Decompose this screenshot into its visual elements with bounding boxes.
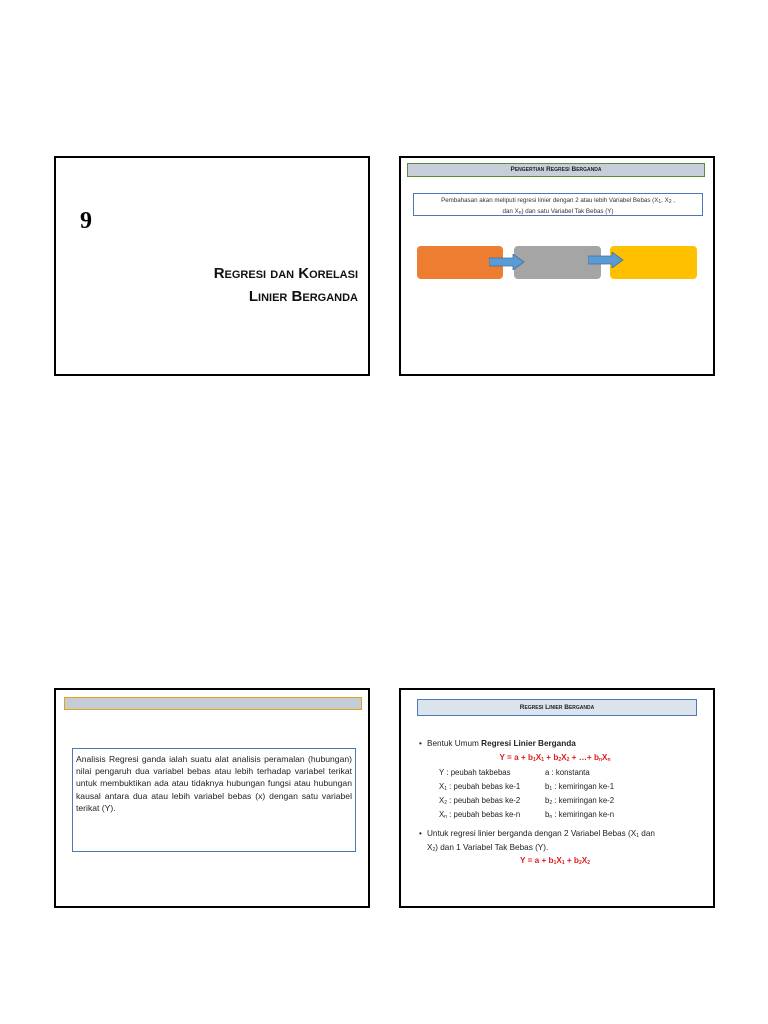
slide-title bbox=[54, 156, 370, 376]
def-sub: 1 bbox=[444, 786, 447, 792]
bullet-text: ) dan 1 Variabel Tak Bebas (Y). bbox=[435, 843, 549, 852]
definitions-left bbox=[439, 767, 520, 823]
def-sub: 2 bbox=[549, 800, 553, 806]
def-text: : peubah bebas ke-n bbox=[446, 810, 521, 819]
info-sub: 1 bbox=[658, 199, 662, 205]
def-text: : peubah bebas ke-2 bbox=[446, 796, 521, 805]
def-symbol: X bbox=[439, 810, 445, 819]
slide-title-text bbox=[214, 262, 358, 308]
definition-item bbox=[545, 809, 614, 823]
info-text: dan X bbox=[502, 208, 519, 215]
bullet-sub: 2 bbox=[432, 847, 436, 853]
def-text: : kemiringan ke-1 bbox=[552, 782, 615, 791]
formula-sub: 1 bbox=[541, 757, 544, 763]
bullet-text: Bentuk Umum bbox=[427, 739, 482, 748]
info-text: ) dan satu Variabel Tak Bebas (Y) bbox=[521, 208, 614, 215]
slide-header-bar bbox=[64, 697, 362, 710]
title-line-1: Regresi dan Korelasi bbox=[213, 265, 358, 282]
bullet-text: Untuk regresi linier berganda dengan 2 Variabel Bebas (X bbox=[427, 829, 637, 838]
slide-regresi-linier bbox=[399, 688, 715, 908]
bullet-sub: 1 bbox=[636, 833, 639, 839]
title-line-2: Linier Berganda bbox=[248, 288, 358, 305]
def-text: : kemiringan ke-n bbox=[552, 810, 615, 819]
def-text: : kemiringan ke-2 bbox=[552, 796, 615, 805]
bullet-text: dan bbox=[639, 829, 655, 838]
formula-part: X bbox=[581, 856, 588, 865]
slide-analisis bbox=[54, 688, 370, 908]
formula-part: X bbox=[535, 753, 542, 762]
slide-header: Regresi Linier Berganda bbox=[417, 699, 697, 716]
formula-general bbox=[445, 753, 665, 763]
formula-part: Y = a + b bbox=[520, 856, 554, 865]
definition-paragraph: Analisis Regresi ganda ialah suatu alat analisis peramalan (hubungan) nilai pengaruh dua variabel bebas atau lebih terhadap variabel terikat untuk membuktikan ada atau tidaknya hubungan fungsi atau hubungan kausal antara dua atau lebih variabel bebas (x) dengan satu variabel terikat (Y). bbox=[72, 748, 356, 852]
def-symbol: X bbox=[439, 796, 445, 805]
info-text: Pembahasan akan meliputi regresi linier dengan 2 atau lebih Variabel Bebas (X bbox=[441, 197, 659, 204]
def-symbol: b bbox=[545, 782, 550, 791]
bullet-two-variables bbox=[427, 828, 687, 856]
slide-number: 9 bbox=[80, 208, 92, 234]
bullet-general-form bbox=[427, 739, 576, 748]
formula-part: X bbox=[602, 753, 608, 762]
info-text: , X bbox=[661, 197, 669, 204]
def-sub: n bbox=[444, 814, 447, 820]
formula-part: X bbox=[556, 856, 562, 865]
slide-pengertian bbox=[399, 156, 715, 376]
def-symbol: b bbox=[545, 810, 550, 819]
right-arrow-icon bbox=[588, 252, 624, 268]
def-text: : peubah takbebas bbox=[444, 768, 511, 777]
formula-sub: 2 bbox=[566, 757, 570, 763]
info-sub: 2 bbox=[668, 199, 672, 205]
formula-part: Y = a + b bbox=[499, 753, 533, 762]
def-symbol: a bbox=[545, 768, 550, 777]
info-line-1 bbox=[414, 196, 702, 207]
def-sub: n bbox=[549, 814, 553, 820]
definition-item bbox=[545, 781, 614, 795]
def-symbol: Y bbox=[439, 768, 445, 777]
formula-part: + …+ b bbox=[569, 753, 599, 762]
info-sub: n bbox=[518, 210, 522, 216]
definition-item bbox=[439, 795, 520, 809]
formula-part: + b bbox=[564, 856, 579, 865]
formula-sub: 1 bbox=[561, 860, 565, 866]
definitions-right bbox=[545, 767, 614, 823]
bullet-text: X bbox=[427, 843, 433, 852]
formula-sub: 2 bbox=[578, 860, 582, 866]
bullet-bold-text: Regresi Linier Berganda bbox=[481, 739, 576, 748]
definition-item bbox=[439, 767, 520, 781]
info-box bbox=[413, 193, 703, 216]
def-symbol: b bbox=[545, 796, 550, 805]
def-text: : peubah bebas ke-1 bbox=[446, 782, 521, 791]
formula-sub: n bbox=[598, 757, 603, 763]
formula-sub: 2 bbox=[558, 757, 562, 763]
info-line-2 bbox=[414, 207, 702, 218]
formula-sub: 1 bbox=[553, 860, 557, 866]
right-arrow-icon bbox=[489, 254, 525, 270]
formula-sub: 1 bbox=[532, 757, 536, 763]
formula-two-variables bbox=[445, 856, 665, 866]
formula-part: + b bbox=[544, 753, 559, 762]
definition-item bbox=[439, 809, 520, 823]
def-sub: 1 bbox=[549, 786, 553, 792]
formula-sub: n bbox=[607, 757, 611, 763]
formula-part: X bbox=[561, 753, 567, 762]
def-symbol: X bbox=[439, 782, 445, 791]
slide-header: Pengertian Regresi Berganda bbox=[407, 163, 705, 177]
info-text: , bbox=[671, 197, 675, 204]
definition-item bbox=[545, 767, 614, 781]
formula-sub: 2 bbox=[587, 860, 590, 866]
def-sub: 2 bbox=[444, 800, 447, 806]
definition-item bbox=[439, 781, 520, 795]
def-text: : konstanta bbox=[549, 768, 590, 777]
definition-item bbox=[545, 795, 614, 809]
